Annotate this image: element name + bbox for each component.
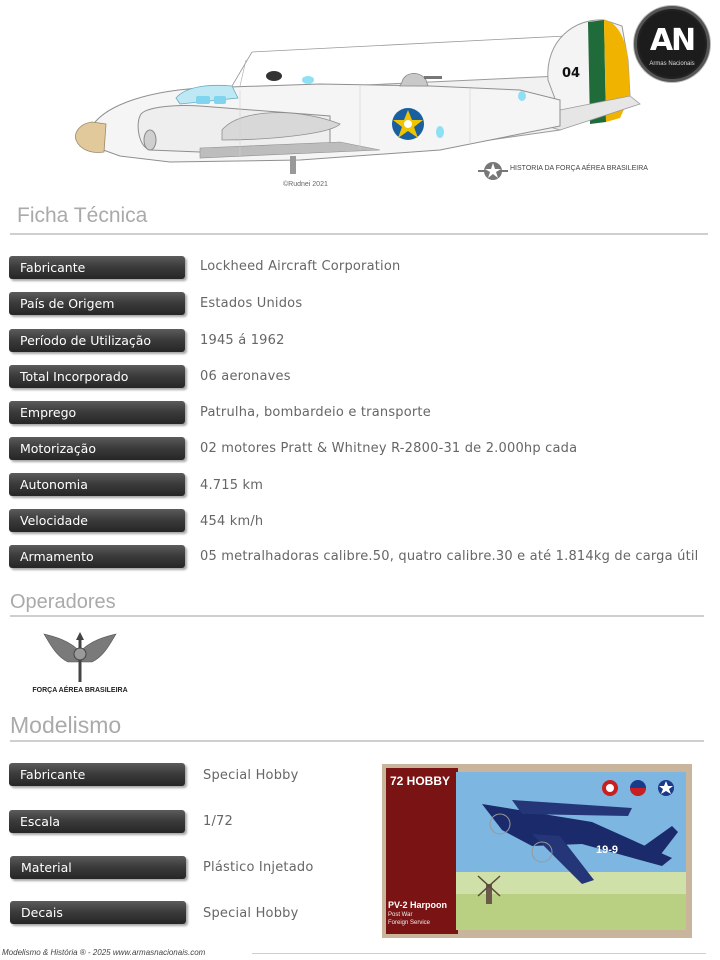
logo-monogram: AN [649,23,695,58]
aircraft-illustration [0,0,720,195]
ficha-title: Ficha Técnica [17,204,148,227]
history-label: HISTORIA DA FORÇA AÉREA BRASILEIRA [510,165,648,172]
fab-wings-icon [30,630,130,686]
fab-emblem [30,630,130,700]
footer-divider [252,953,706,954]
ficha-value: Estados Unidos [200,296,303,311]
kit-box-art[interactable] [382,764,692,938]
operadores-divider [10,615,704,617]
illustration-credit: ©Rudnei 2021 [283,181,328,188]
footer-text: Modelismo & História ® - 2025 www.armasnacionais.com [2,948,206,957]
modelismo-title: Modelismo [10,712,122,738]
modelismo-value: 1/72 [203,814,233,829]
ficha-label: País de Origem [9,292,185,315]
ficha-value: 1945 á 1962 [200,333,285,348]
modelismo-value: Special Hobby [203,906,299,921]
ficha-label: Fabricante [9,256,185,279]
modelismo-label: Material [10,856,186,879]
ficha-value: 06 aeronaves [200,369,291,384]
ficha-label: Total Incorporado [9,365,185,388]
ficha-label: Motorização [9,437,185,460]
ficha-label: Velocidade [9,509,185,532]
ficha-label: Armamento [9,545,185,568]
modelismo-label: Decais [10,901,186,924]
ficha-label: Período de Utilização [9,329,185,352]
modelismo-label: Fabricante [9,763,185,786]
ficha-value: Patrulha, bombardeio e transporte [200,405,431,420]
ficha-value: 02 motores Pratt & Whitney R-2800-31 de 2.000hp cada [200,441,578,456]
kit-box-illustration [382,764,692,938]
modelismo-value: Special Hobby [203,768,299,783]
tail-code: 04 [562,66,581,81]
ficha-divider [10,233,708,235]
kit-aircraft-code: 19-9 [596,844,619,856]
modelismo-value: Plástico Injetado [203,860,314,875]
kit-subtitle: Post War [388,912,413,918]
kit-name: PV-2 Harpoon [388,900,448,910]
operadores-title: Operadores [10,591,116,613]
kit-brand: 72 HOBBY [390,774,451,788]
ficha-value: 4.715 km [200,478,264,493]
ficha-label: Emprego [9,401,185,424]
ficha-value: 05 metralhadoras calibre.50, quatro calibre.30 e até 1.814kg de carga útil [200,549,699,564]
logo-text: Armas Nacionais [649,61,695,67]
operator-name: FORÇA AÉREA BRASILEIRA [32,687,128,694]
ficha-label: Autonomia [9,473,185,496]
ficha-value: 454 km/h [200,514,264,529]
ficha-value: Lockheed Aircraft Corporation [200,259,401,274]
kit-subtitle: Foreign Service [388,920,431,926]
site-logo[interactable] [634,6,710,82]
modelismo-divider [10,740,704,742]
modelismo-label: Escala [9,810,185,833]
fab-roundel-icon [478,156,508,186]
